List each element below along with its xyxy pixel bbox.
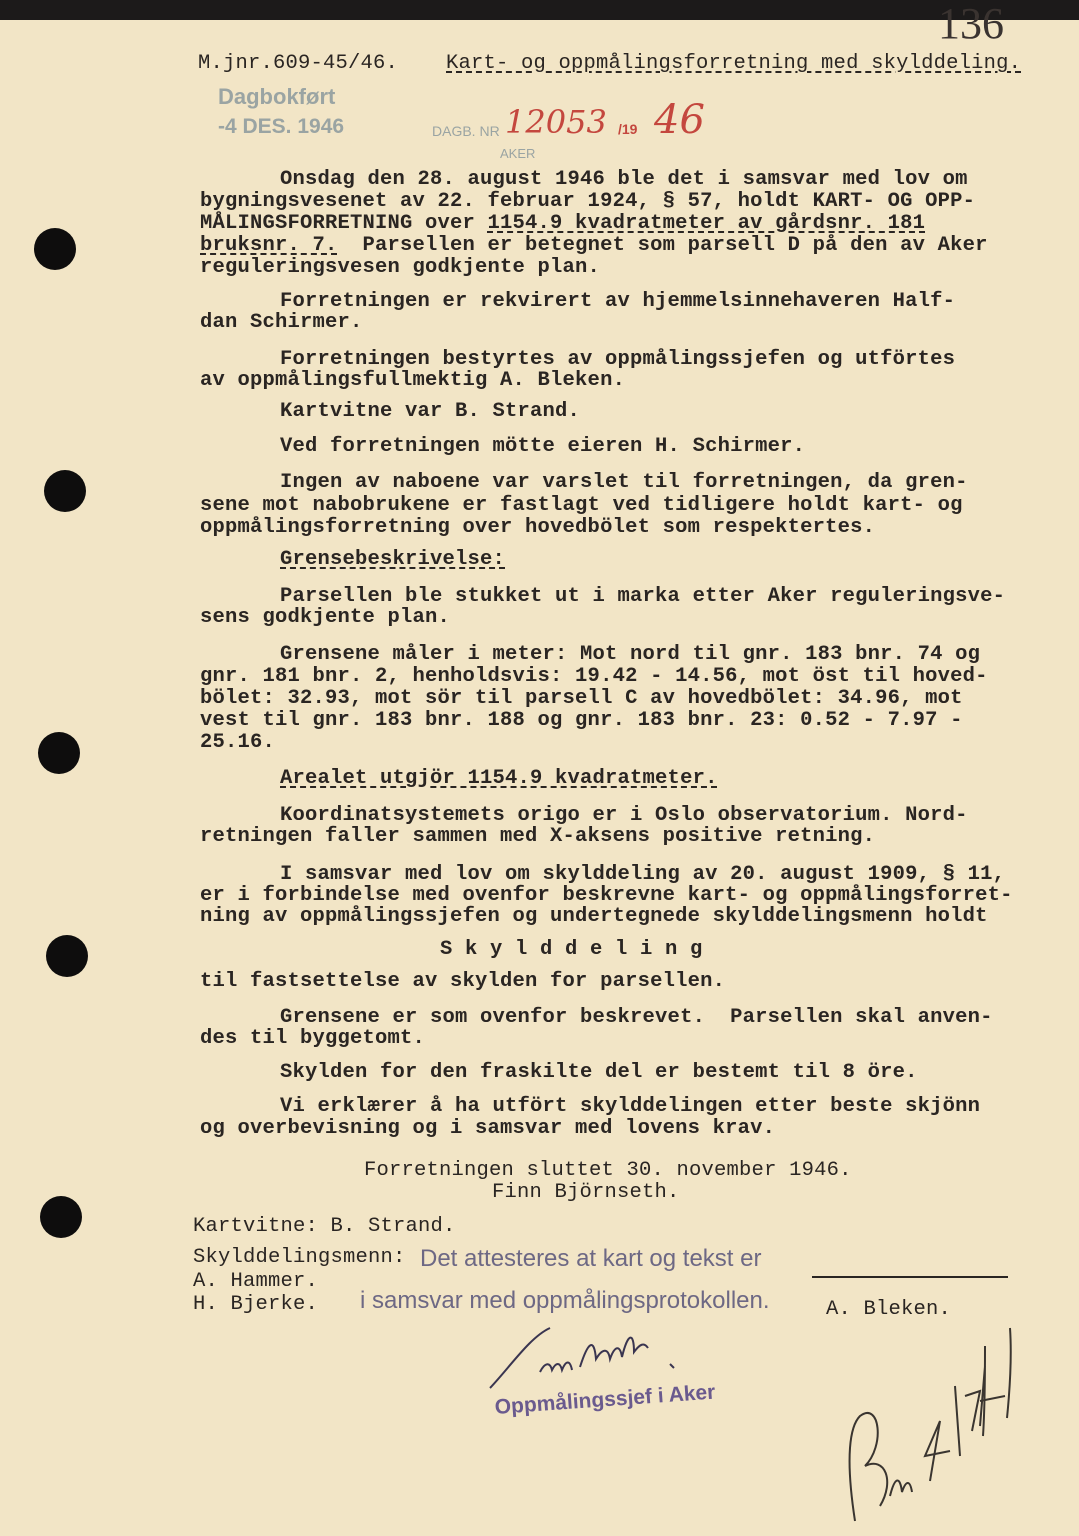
punch-hole xyxy=(40,1196,82,1238)
text-line: Skylden for den fraskilte del er bestemt til 8 öre. xyxy=(280,1061,918,1084)
closing-date: Forretningen sluttet 30. november 1946. xyxy=(364,1159,852,1182)
official-stamp: Oppmålingssjef i Aker xyxy=(494,1380,717,1419)
section-heading: Arealet utgjör 1154.9 kvadratmeter. xyxy=(280,767,718,790)
signature-line xyxy=(812,1276,1008,1278)
assessors-label: Skylddelingsmenn: xyxy=(193,1246,406,1269)
margin-note-handwriting xyxy=(835,1326,1055,1526)
attestation-stamp-line: Det attesteres at kart og tekst er xyxy=(420,1245,762,1272)
dagb-place: AKER xyxy=(500,146,536,161)
scan-top-edge xyxy=(0,0,1079,20)
text-line: sens godkjente plan. xyxy=(200,606,451,629)
text-line: 25.16. xyxy=(200,731,276,754)
text-line: Vi erklærer å ha utfört skylddelingen etter beste skjönn xyxy=(280,1095,981,1118)
text-line: Forretningen er rekvirert av hjemmelsinnehaveren Half- xyxy=(280,290,956,313)
punch-hole xyxy=(46,935,88,977)
journal-number: M.jnr.609-45/46. xyxy=(198,52,399,75)
text-line: til fastsettelse av skylden for parsellen. xyxy=(200,970,726,993)
text-line: vest til gnr. 183 bnr. 188 og gnr. 183 bnr. 23: 0.52 - 7.97 - xyxy=(200,709,963,732)
attestation-stamp-line: i samsvar med oppmålingsprotokollen. xyxy=(360,1287,770,1314)
text-line: dan Schirmer. xyxy=(200,311,363,334)
received-stamp-date: -4 DES. 1946 xyxy=(218,115,345,138)
assessor-name: H. Bjerke. xyxy=(193,1293,319,1316)
text-line: Onsdag den 28. august 1946 ble det i samsvar med lov om xyxy=(280,168,968,191)
underlined-bruksnr: bruksnr. 7. xyxy=(200,234,338,257)
dagb-year-prefix: /19 xyxy=(618,121,638,137)
text-line: ning av oppmålingssjefen og undertegnede skylddelingsmenn holdt xyxy=(200,905,988,928)
text-line: I samsvar med lov om skylddeling av 20. august 1909, § 11, xyxy=(280,863,1006,886)
text-line: Grensene er som ovenfor beskrevet. Parsellen skal anven- xyxy=(280,1006,993,1029)
text-line: des til byggetomt. xyxy=(200,1027,426,1050)
punch-hole xyxy=(34,228,76,270)
section-heading: S k y l d d e l i n g xyxy=(440,938,703,961)
text-line: bygningsvesenet av 22. februar 1924, § 57, holdt KART- OG OPP- xyxy=(200,190,976,213)
chief-signature xyxy=(480,1322,700,1392)
text-line: og overbevisning og i samsvar med lovens krav. xyxy=(200,1117,776,1140)
punch-hole xyxy=(38,732,80,774)
text-line: retningen faller sammen med X-aksens positive retning. xyxy=(200,825,876,848)
text-line: Grensene måler i meter: Mot nord til gnr. 183 bnr. 74 og xyxy=(280,643,981,666)
dagb-number: 12053 xyxy=(505,103,607,141)
chief-name: Finn Björnseth. xyxy=(492,1181,680,1204)
text-segment: MÅLINGSFORRETNING over xyxy=(200,212,488,235)
section-heading: Grensebeskrivelse: xyxy=(280,548,506,571)
text-line: Koordinatsystemets origo er i Oslo observatorium. Nord- xyxy=(280,804,968,827)
underlined-area: 1154.9 kvadratmeter av gårdsnr. 181 xyxy=(487,212,926,235)
text-line: Parsellen ble stukket ut i marka etter Aker reguleringsve- xyxy=(280,585,1006,608)
text-segment: Parsellen er betegnet som parsell D på den av Aker xyxy=(337,234,988,257)
document-title: Kart- og oppmålingsforretning med skylddeling. xyxy=(446,52,1022,75)
text-line: Forretningen bestyrtes av oppmålingssjefen og utförtes xyxy=(280,348,956,371)
text-line: er i forbindelse med ovenfor beskrevne kart- og oppmålingsforret- xyxy=(200,884,1013,907)
page-number: 136 xyxy=(938,0,1004,48)
text-line: Ved forretningen mötte eieren H. Schirmer. xyxy=(280,435,806,458)
dagb-label: DAGB. NR xyxy=(432,123,500,139)
text-line xyxy=(200,214,925,234)
received-stamp-label: Dagbokført xyxy=(218,84,336,109)
text-line: gnr. 181 bnr. 2, henholdsvis: 19.42 - 14.56, mot öst til hoved- xyxy=(200,665,988,688)
dagb-year: 46 xyxy=(654,97,705,143)
text-line: Kartvitne var B. Strand. xyxy=(280,400,581,423)
assessor-name: A. Hammer. xyxy=(193,1270,319,1293)
witness: Kartvitne: B. Strand. xyxy=(193,1215,456,1238)
text-line: sene mot nabobrukene er fastlagt ved tidligere holdt kart- og xyxy=(200,494,963,517)
text-line: bölet: 32.93, mot sör til parsell C av hovedbölet: 34.96, mot xyxy=(200,687,963,710)
text-line: reguleringsvesen godkjente plan. xyxy=(200,256,601,279)
surveyor-name: A. Bleken. xyxy=(826,1298,952,1321)
punch-hole xyxy=(44,470,86,512)
text-line: oppmålingsforretning over hovedbölet som respektertes. xyxy=(200,516,876,539)
text-line: Ingen av naboene var varslet til forretningen, da gren- xyxy=(280,471,968,494)
text-line xyxy=(200,236,988,256)
text-line: av oppmålingsfullmektig A. Bleken. xyxy=(200,369,626,392)
